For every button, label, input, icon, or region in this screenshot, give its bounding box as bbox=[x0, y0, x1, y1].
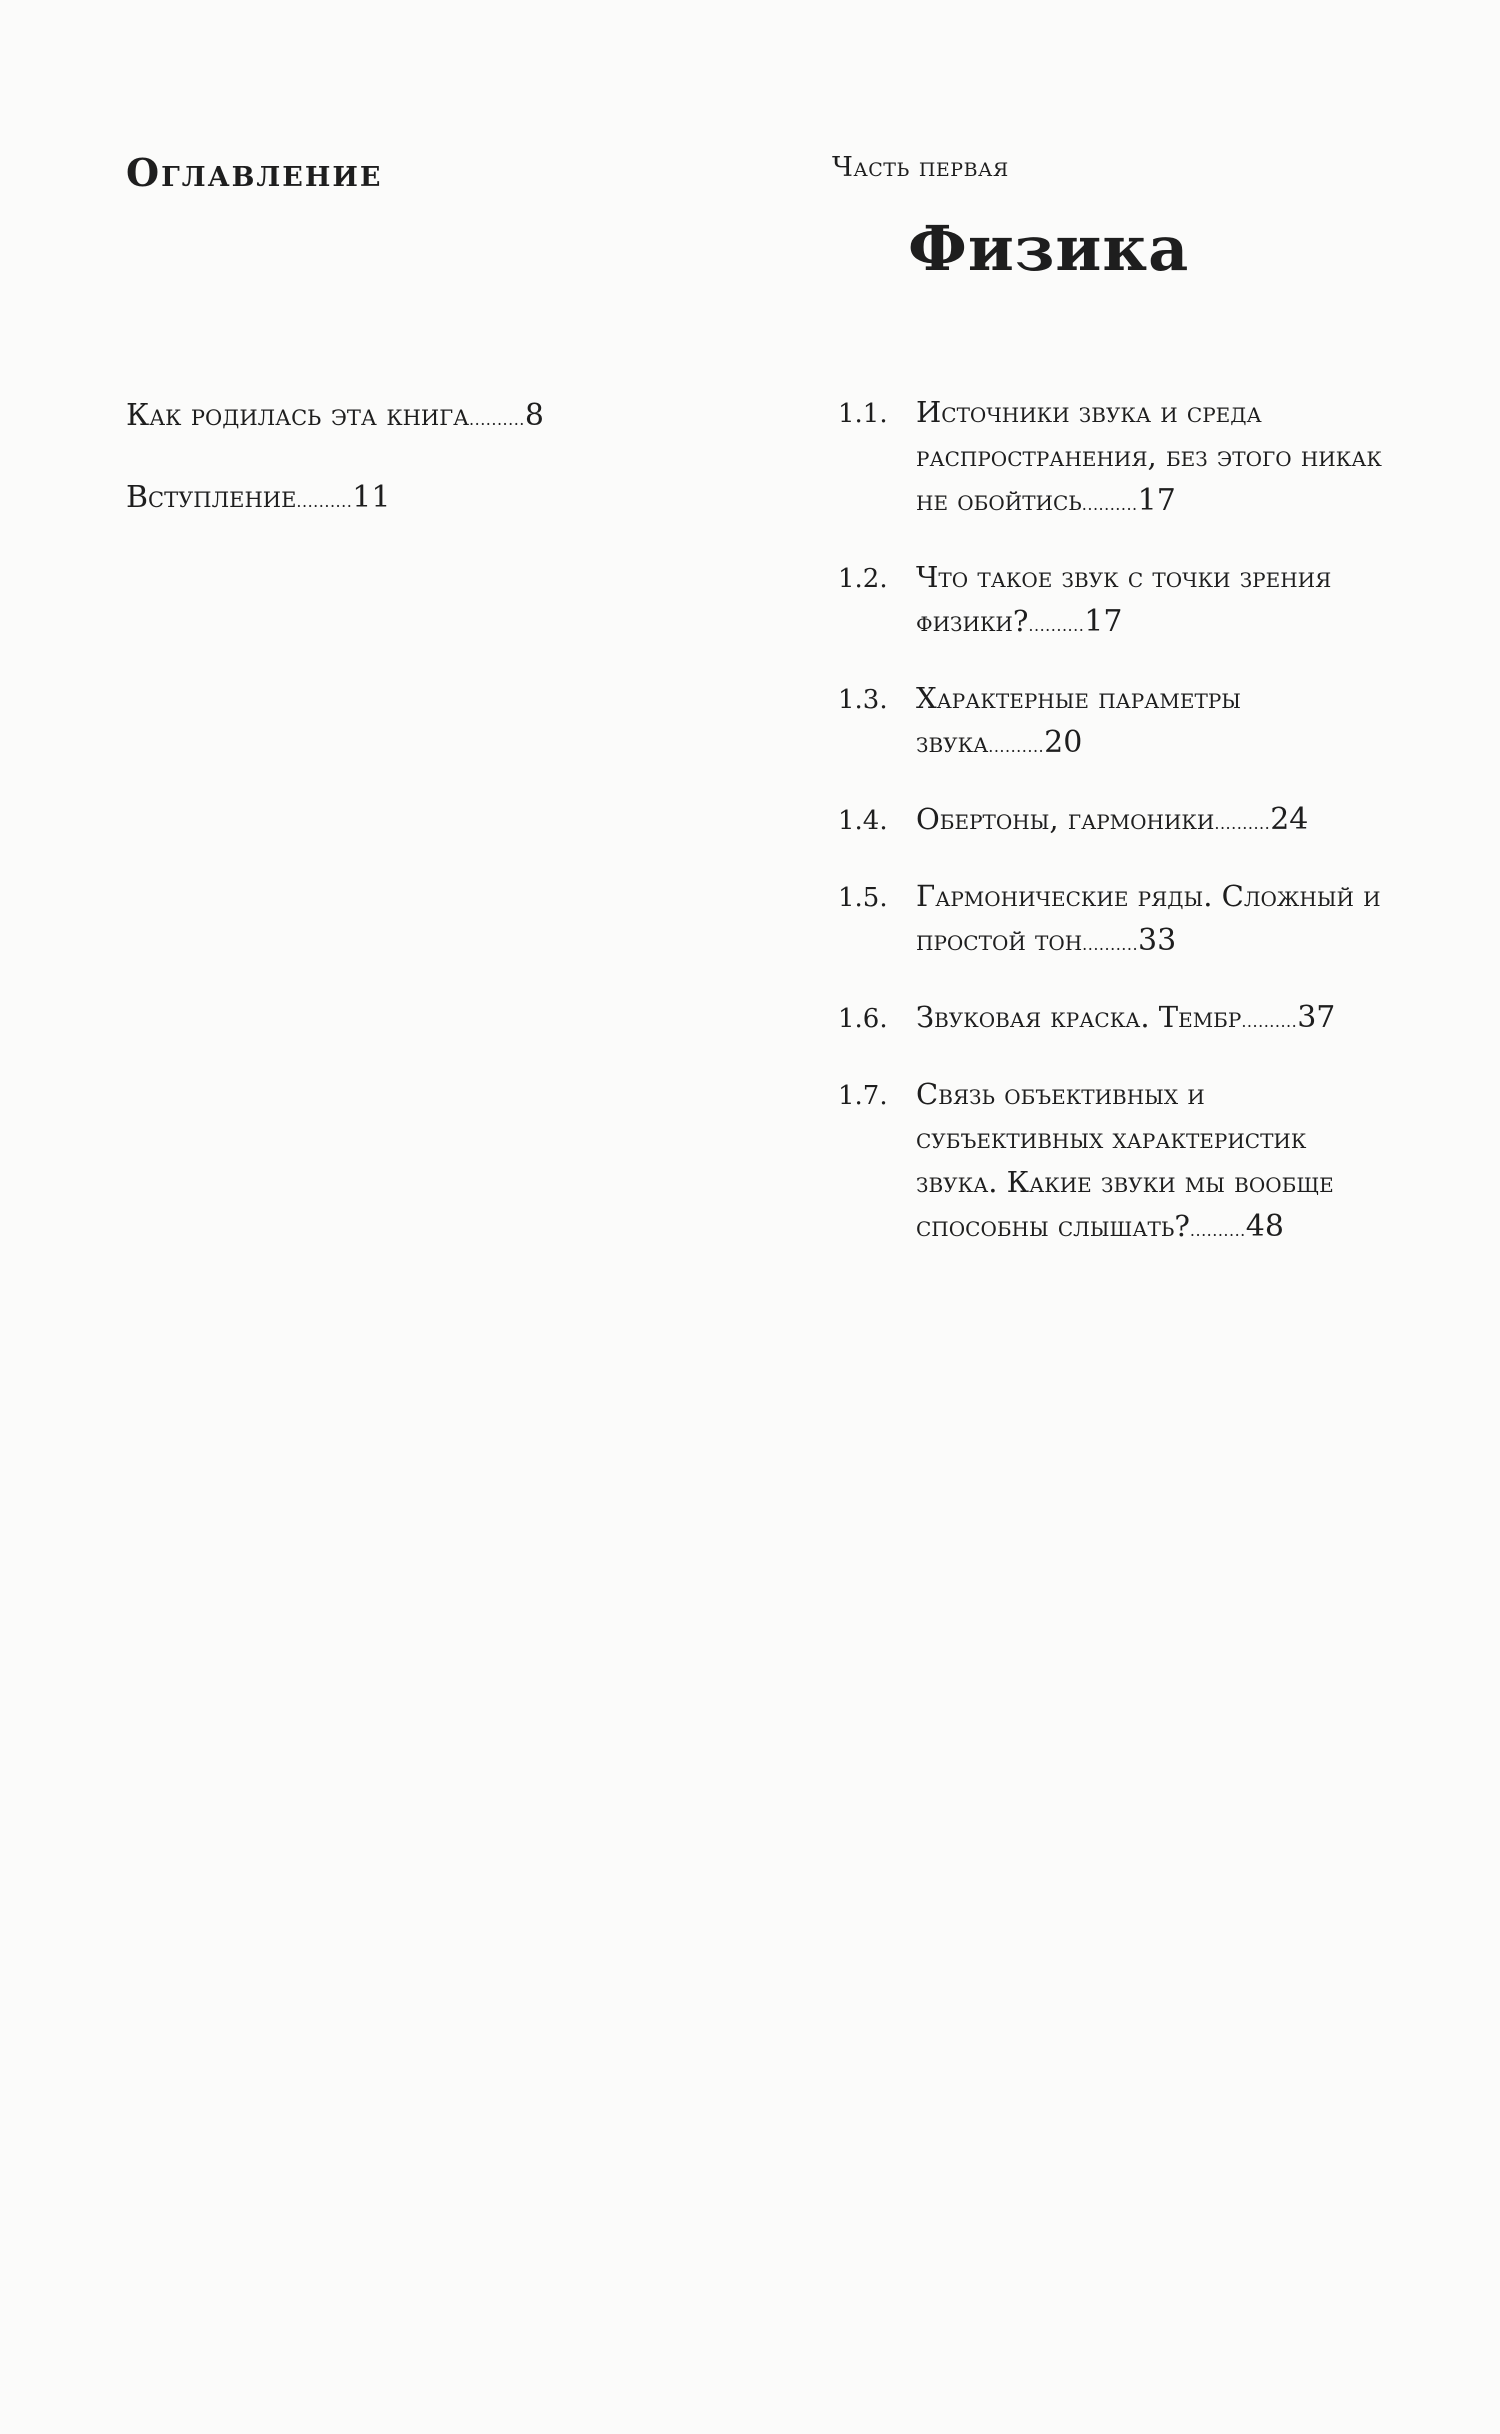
part-label: Часть первая bbox=[832, 152, 1009, 183]
chapter-entry bbox=[838, 555, 1478, 648]
toc-entry-title: Как родилась эта книга bbox=[126, 398, 470, 433]
chapter-page: 33 bbox=[1138, 923, 1177, 958]
chapter-text bbox=[916, 555, 1386, 648]
chapter-leader: .......... bbox=[1241, 1012, 1298, 1031]
chapter-number: 1.6. bbox=[838, 1004, 888, 1034]
chapter-page: 37 bbox=[1297, 1000, 1336, 1035]
chapter-title: Источники звука и среда распространения, без этого никак не обойтись bbox=[916, 395, 1382, 517]
chapter-page: 17 bbox=[1137, 483, 1176, 518]
chapter-entry bbox=[838, 874, 1478, 967]
chapter-number: 1.3. bbox=[838, 685, 888, 715]
chapter-text bbox=[916, 390, 1386, 527]
chapter-entry bbox=[838, 995, 1478, 1044]
chapter-leader: .......... bbox=[1081, 495, 1138, 514]
chapter-leader: .......... bbox=[1028, 616, 1085, 635]
chapter-page: 17 bbox=[1084, 604, 1123, 639]
chapter-title: Обертоны, гармоники bbox=[916, 802, 1215, 836]
chapter-entry bbox=[838, 797, 1478, 846]
toc-entry bbox=[126, 394, 726, 442]
chapter-page: 20 bbox=[1044, 725, 1083, 760]
chapter-leader: .......... bbox=[1189, 1221, 1246, 1240]
chapter-text bbox=[916, 874, 1386, 967]
chapter-number: 1.1. bbox=[838, 399, 888, 429]
toc-entry-title: Вступление bbox=[126, 480, 297, 515]
chapter-text bbox=[916, 676, 1386, 769]
chapter-leader: .......... bbox=[988, 737, 1045, 756]
toc-entry-leader: .......... bbox=[469, 410, 525, 429]
chapter-title: Характерные параметры звука bbox=[916, 681, 1241, 759]
toc-entry-page: 8 bbox=[524, 398, 544, 433]
chapter-title: Звуковая краска. Тембр bbox=[916, 1000, 1242, 1034]
chapter-title: Связь объективных и субъективных характеристик звука. Какие звуки мы вообще способны слышать? bbox=[916, 1077, 1334, 1243]
chapter-title: Что такое звук с точки зрения физики? bbox=[916, 560, 1332, 638]
chapter-number: 1.4. bbox=[838, 806, 888, 836]
chapter-list bbox=[838, 390, 1478, 1281]
front-matter-list bbox=[126, 394, 726, 558]
chapter-number: 1.5. bbox=[838, 883, 888, 913]
chapter-number: 1.7. bbox=[838, 1081, 888, 1111]
toc-heading: Оглавление bbox=[126, 150, 383, 195]
chapter-title: Гармонические ряды. Сложный и простой тон bbox=[916, 879, 1381, 957]
toc-entry bbox=[126, 476, 726, 524]
part-title: Физика bbox=[908, 212, 1190, 285]
chapter-text bbox=[916, 995, 1386, 1044]
chapter-number: 1.2. bbox=[838, 564, 888, 594]
chapter-entry bbox=[838, 390, 1478, 527]
chapter-entry bbox=[838, 1072, 1478, 1253]
chapter-page: 24 bbox=[1270, 802, 1309, 837]
chapter-page: 48 bbox=[1245, 1209, 1284, 1244]
chapter-text bbox=[916, 1072, 1386, 1253]
toc-entry-page: 11 bbox=[352, 480, 391, 515]
chapter-entry bbox=[838, 676, 1478, 769]
toc-entry-leader: .......... bbox=[296, 492, 353, 511]
chapter-leader: .......... bbox=[1082, 935, 1139, 954]
chapter-leader: .......... bbox=[1214, 814, 1271, 833]
chapter-text bbox=[916, 797, 1386, 846]
